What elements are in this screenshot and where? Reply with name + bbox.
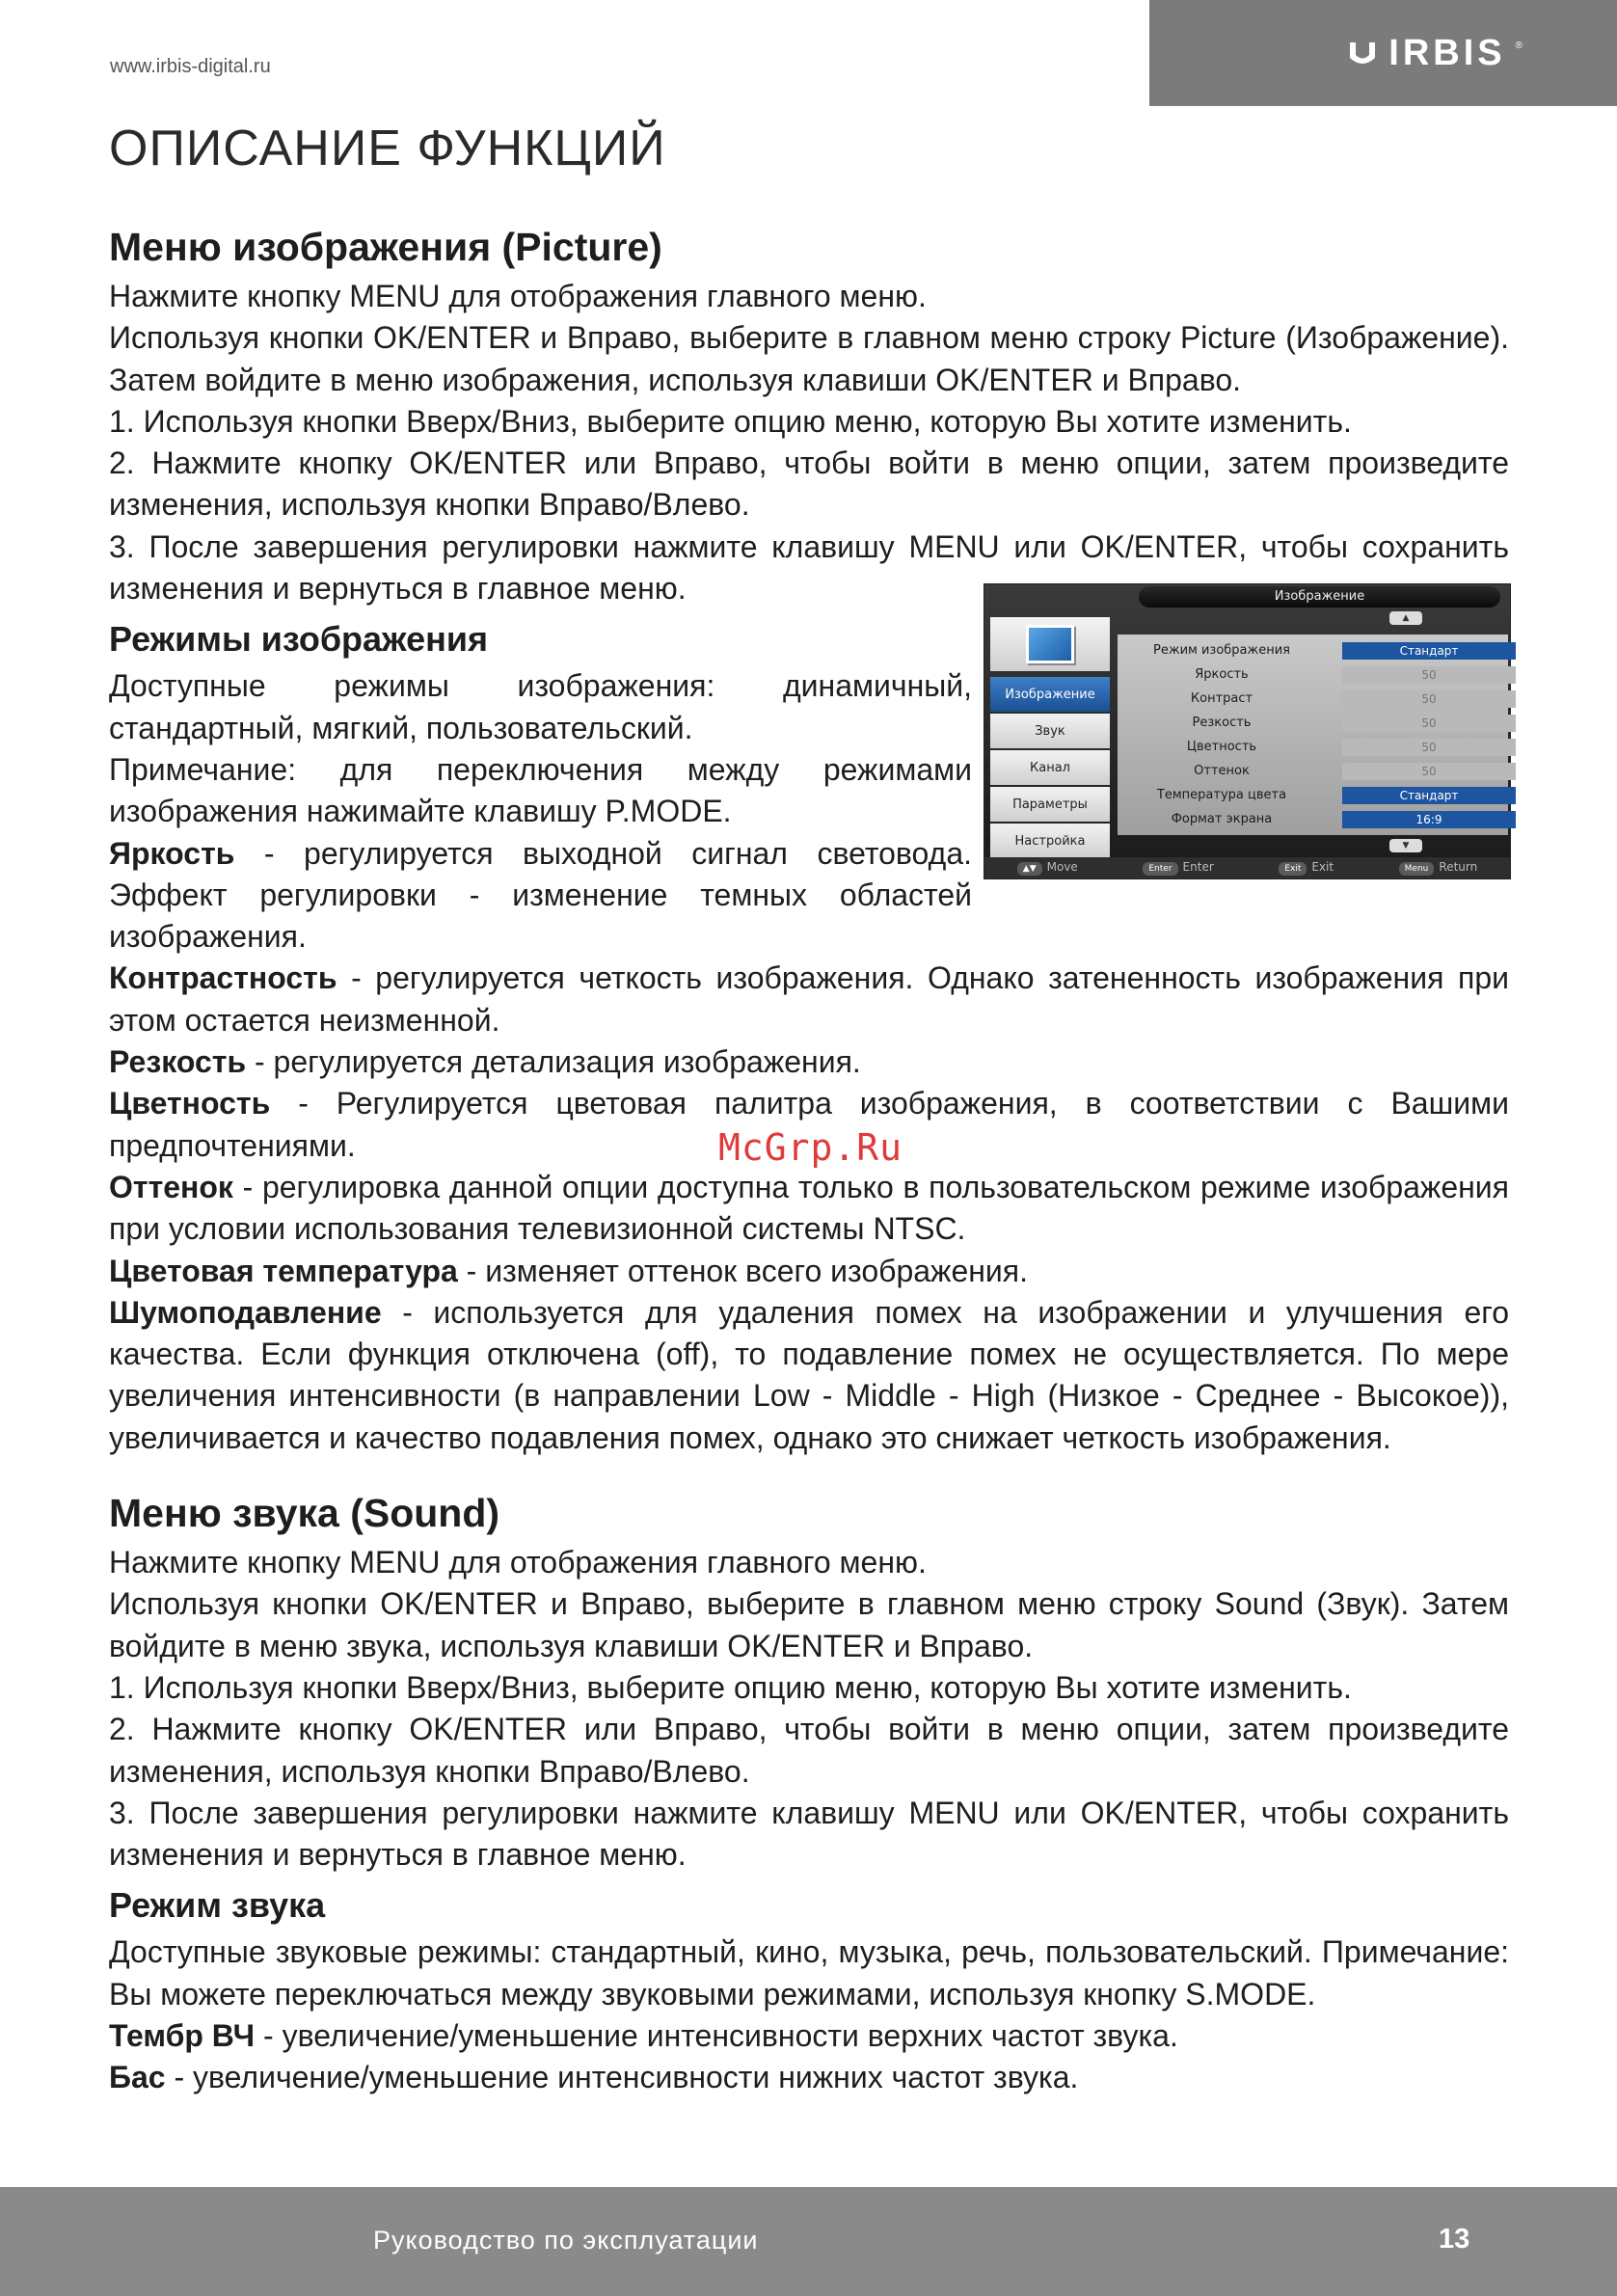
- tv-key-menu: Menu: [1399, 862, 1435, 876]
- tint-paragraph: [109, 1167, 1509, 1251]
- site-url[interactable]: www.irbis-digital.ru: [110, 56, 271, 77]
- brand-name: IRBIS: [1388, 32, 1506, 73]
- tv-row-label: Контраст: [1190, 691, 1253, 706]
- noise-term: Шумоподавление: [109, 1294, 382, 1330]
- brand-logo: [1346, 33, 1523, 74]
- tv-key-move: ▲▼: [1017, 862, 1042, 876]
- tv-footer-label: Enter: [1182, 860, 1214, 874]
- tv-row-label: Режим изображения: [1153, 643, 1290, 658]
- sound-menu-heading: Меню звука (Sound): [109, 1491, 500, 1536]
- tint-desc: - регулировка данной опции доступна только в пользовательском режиме изображения при условии использования телевизионной системы NTSC.: [109, 1169, 1509, 1247]
- picture-menu-heading: Меню изображения (Picture): [109, 225, 662, 269]
- footer-title: Руководство по эксплуатации: [373, 2226, 759, 2255]
- tv-arrow-right-icon: ▶: [1521, 812, 1529, 824]
- tv-row-aspect-ratio[interactable]: [1125, 809, 1529, 830]
- page-footer: [0, 2187, 1617, 2296]
- tv-row-value: 50: [1342, 666, 1516, 684]
- picture-line-4: 2. Нажмите кнопку OK/ENTER или Вправо, чтобы войти в меню опции, затем произведите изменения, используя кнопки Вправо/Влево.: [109, 446, 1509, 523]
- tv-row-value: Стандарт: [1342, 642, 1516, 660]
- tv-footer-exit: [1279, 860, 1334, 876]
- tv-row-value: 50: [1342, 715, 1516, 732]
- contrast-desc: - регулируется четкость изображения. Однако затененность изображения при этом остается неизменной.: [109, 960, 1509, 1038]
- tv-settings-list: [1118, 635, 1529, 835]
- tv-sidebar-item-options[interactable]: Параметры: [990, 787, 1110, 822]
- sound-line-5: 3. После завершения регулировки нажмите клавишу MENU или OK/ENTER, чтобы сохранить изменения и вернуться в главное меню.: [109, 1795, 1509, 1873]
- tv-row-contrast[interactable]: [1125, 689, 1506, 710]
- sound-line-2: Используя кнопки OK/ENTER и Вправо, выберите в главном меню строку Sound (Звук). Затем войдите в меню звука, используя клавиши OK/ENTER и Вправо.: [109, 1586, 1509, 1663]
- brand-header: [1149, 0, 1617, 106]
- tv-row-label: Формат экрана: [1171, 812, 1273, 826]
- picture-modes-heading: Режимы изображения: [109, 619, 489, 660]
- tv-row-tint[interactable]: [1125, 761, 1506, 782]
- sound-line-3: 1. Используя кнопки Вверх/Вниз, выберите опцию меню, которую Вы хотите изменить.: [109, 1669, 1352, 1705]
- page-title: ОПИСАНИЕ ФУНКЦИЙ: [109, 121, 666, 176]
- tv-footer-move: [1017, 860, 1078, 876]
- brightness-term: Яркость: [109, 835, 235, 871]
- tv-row-sharpness[interactable]: [1125, 713, 1506, 734]
- sound-mode-heading: Режим звука: [109, 1885, 326, 1926]
- tv-row-label: Цветность: [1186, 740, 1257, 754]
- tv-row-value: 50: [1342, 690, 1516, 708]
- tv-sidebar-item-setup[interactable]: Настройка: [990, 824, 1110, 858]
- watermark: McGrp.Ru: [718, 1126, 903, 1169]
- bass-desc: - увеличение/уменьшение интенсивности нижних частот звука.: [165, 2060, 1079, 2095]
- sound-mode-text: Доступные звуковые режимы: стандартный, кино, музыка, речь, пользовательский. Примечание: Вы можете переключаться между звуковыми режимами, используя кнопку S.MODE.: [109, 1934, 1509, 2012]
- temperature-paragraph: [109, 1251, 1509, 1292]
- contrast-term: Контрастность: [109, 960, 337, 996]
- temperature-term: Цветовая температура: [109, 1253, 458, 1288]
- tv-menu-title: Изображение: [1139, 586, 1500, 608]
- bass-paragraph: [109, 2057, 1509, 2098]
- treble-desc: - увеличение/уменьшение интенсивности верхних частот звука.: [255, 2017, 1178, 2053]
- noise-paragraph: [109, 1292, 1509, 1459]
- brightness-desc: - регулируется выходной сигнал световода. Эффект регулировки - изменение темных областей изображения.: [109, 835, 972, 955]
- picture-line-1: Нажмите кнопку MENU для отображения главного меню.: [109, 279, 927, 313]
- color-desc: - Регулируется цветовая палитра изображения, в соответствии с Вашими предпочтениями.: [109, 1086, 1509, 1163]
- picture-modes-note: Примечание: для переключения между режимами изображения нажимайте клавишу P.MODE.: [109, 751, 972, 829]
- treble-paragraph: [109, 2015, 1509, 2057]
- tv-row-value: Стандарт: [1342, 787, 1516, 804]
- tv-key-exit: Exit: [1279, 862, 1307, 876]
- contrast-paragraph: [109, 958, 1509, 1041]
- tv-row-brightness[interactable]: [1125, 664, 1506, 686]
- tv-scroll-up-icon: ▲: [1389, 611, 1422, 625]
- tv-footer-return: [1399, 860, 1478, 876]
- tv-menu-footer: [984, 857, 1510, 878]
- tv-row-label: Резкость: [1192, 716, 1252, 730]
- tv-row-picture-mode[interactable]: [1125, 640, 1529, 662]
- tv-arrow-right-icon: ▶: [1521, 643, 1529, 656]
- tv-sidebar-item-channel[interactable]: Канал: [990, 750, 1110, 785]
- tv-sidebar-item-sound[interactable]: Звук: [990, 714, 1110, 748]
- tv-picture-icon: [990, 617, 1110, 671]
- tv-footer-label: Move: [1046, 860, 1078, 874]
- sharpness-term: Резкость: [109, 1044, 247, 1080]
- irbis-mark-icon: [1346, 37, 1379, 69]
- tv-picture-menu-screenshot: [984, 583, 1529, 879]
- sound-line-1: Нажмите кнопку MENU для отображения главного меню.: [109, 1545, 927, 1580]
- noise-desc: - используется для удаления помех на изображении и улучшения его качества. Если функция отключена (off), то подавление помех не осуществляется. По мере увеличения интенсивности (в направлении Low - Middle - High (Низкое - Среднее - Высокое)), увеличивается и качество подавления помех, однако это снижает четкость изображения.: [109, 1294, 1509, 1455]
- tv-row-color[interactable]: [1125, 737, 1506, 758]
- sharpness-paragraph: [109, 1041, 1509, 1083]
- tv-row-color-temperature[interactable]: [1125, 785, 1529, 806]
- temperature-desc: - изменяет оттенок всего изображения.: [457, 1253, 1029, 1288]
- tv-footer-label: Exit: [1311, 860, 1334, 874]
- color-term: Цветность: [109, 1086, 271, 1121]
- page-number: 13: [1439, 2224, 1470, 2255]
- brightness-paragraph: [109, 833, 972, 959]
- tv-key-enter: Enter: [1143, 862, 1177, 876]
- tv-row-label: Яркость: [1195, 667, 1249, 682]
- picture-line-5: 3. После завершения регулировки нажмите клавишу MENU или OK/ENTER, чтобы сохранить изменения и вернуться в главное меню.: [109, 528, 1509, 607]
- tv-photo-image-icon: [1026, 625, 1074, 663]
- picture-modes-text: Доступные режимы изображения: динамичный, стандартный, мягкий, пользовательский.: [109, 668, 972, 745]
- tv-row-value: 50: [1342, 739, 1516, 756]
- tv-row-value: 16:9: [1342, 811, 1516, 828]
- tv-sidebar-item-picture[interactable]: Изображение: [990, 677, 1110, 712]
- picture-line-3: 1. Используя кнопки Вверх/Вниз, выберите опцию меню, которую Вы хотите изменить.: [109, 403, 1352, 439]
- tv-sidebar: [984, 613, 1115, 854]
- tv-arrow-right-icon: ▶: [1521, 788, 1529, 800]
- tint-term: Оттенок: [109, 1169, 233, 1204]
- picture-line-2: Используя кнопки OK/ENTER и Вправо, выберите в главном меню строку Picture (Изображение). Затем войдите в меню изображения, используя клавиши OK/ENTER и Вправо.: [109, 320, 1509, 397]
- tv-scroll-down-icon: ▼: [1389, 839, 1422, 852]
- brand-reg-mark: ®: [1515, 40, 1523, 51]
- sound-line-4: 2. Нажмите кнопку OK/ENTER или Вправо, чтобы войти в меню опции, затем произведите изменения, используя кнопки Вправо/Влево.: [109, 1712, 1509, 1789]
- tv-footer-enter: [1143, 860, 1213, 876]
- tv-row-label: Оттенок: [1194, 764, 1250, 778]
- tv-row-label: Температура цвета: [1156, 788, 1287, 802]
- treble-term: Тембр ВЧ: [109, 2017, 256, 2053]
- tv-row-value: 50: [1342, 763, 1516, 780]
- bass-term: Бас: [109, 2060, 166, 2095]
- tv-footer-label: Return: [1439, 860, 1478, 874]
- sharpness-desc: - регулируется детализация изображения.: [246, 1044, 861, 1080]
